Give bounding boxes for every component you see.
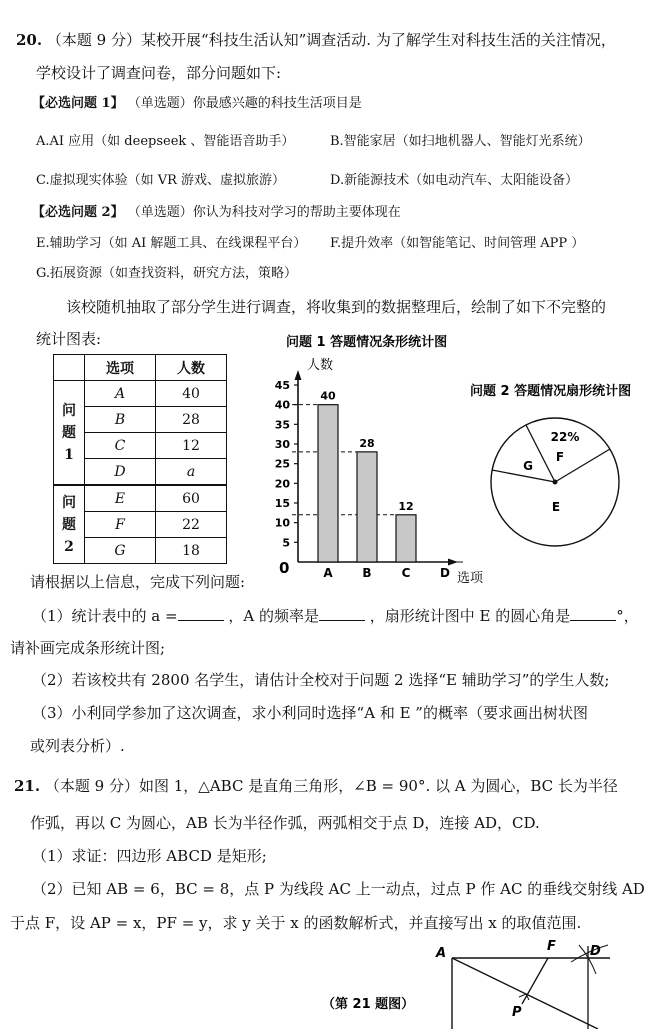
answer-blank-frequency[interactable] [319,606,365,621]
x-tick-label: C [401,566,411,580]
table-cell-option: C [85,433,156,459]
y-tick-label: 40 [274,398,290,412]
pie-slice-f-percent: 22% [550,430,580,444]
table-cell-count: 28 [156,407,227,433]
q20-sub1 [32,606,639,626]
q20-line2: 学校设计了调查问卷，部分问题如下: [36,64,282,82]
y-tick-label: 25 [274,457,290,471]
figure-line-ac [452,958,598,1029]
intro-line1: 该校随机抽取了部分学生进行调查，将收集到的数据整理后，绘制了如下不完整的 [66,298,607,316]
bar-C [396,515,416,562]
group1-label: 问题1 [62,402,76,463]
option-a: A.AI 应用（如 deepseek 、智能语音助手） [36,134,295,149]
bar-chart-title: 问题 1 答题情况条形统计图 [286,335,448,350]
sub1-part-d: °， [616,607,639,625]
q20-sub3: （3）小利同学参加了这次调查，求小利同时选择“A 和 E ”的概率（要求画出树状图 [32,704,588,722]
y-tick-label: 10 [274,516,290,530]
sub1-part-a: （1）统计表中的 a = [32,607,178,625]
x-tick-label: A [323,566,333,580]
problem1-tag: 【必选问题 1】 [32,96,124,111]
table-cell-count: a [156,459,227,486]
option-b: B.智能家居（如扫地机器人、智能灯光系统） [330,134,591,149]
table-cell-count: 22 [156,512,227,538]
y-axis-arrow [295,370,302,380]
after-chart-text: 请根据以上信息，完成下列问题: [30,573,246,591]
problem2-tag: 【必选问题 2】 [32,205,124,220]
sub1-part-b: ，A 的频率是 [228,607,319,625]
x-tick-label: B [362,566,372,580]
y-tick-label: 15 [274,497,290,510]
pie-chart-title: 问题 2 答题情况扇形统计图 [470,384,632,399]
x-tick-label: D [440,566,450,580]
q21-line2: 作弧，再以 C 为圆心，AB 长为半径作弧，两弧相交于点 D，连接 AD，CD. [30,814,540,832]
table-cell-option: G [85,538,156,564]
q20-line1-text: （本题 9 分）某校开展“科技生活认知”调查活动. 为了解学生对科技生活的关注情况， [46,31,616,49]
q21-number: 21. [14,777,41,795]
answer-blank-a[interactable] [178,606,224,621]
option-c: C.虚拟现实体验（如 VR 游戏、虚拟旅游） [36,173,286,188]
q20-sub3-line2: 或列表分析）. [30,737,125,755]
q21-sub1: （1）求证：四边形 ABCD 是矩形; [32,847,267,865]
option-f: F.提升效率（如智能笔记、时间管理 APP ） [330,236,585,251]
table-cell-option: A [85,381,156,407]
bar-value-label: 28 [359,436,375,450]
intro-line2: 统计图表: [36,330,102,348]
q20-number: 20. [16,31,43,49]
bar-chart-ylabel: 人数 [307,358,334,373]
option-g: G.拓展资源（如查找资料，研究方法，策略） [36,266,298,281]
table-header-option: 选项 [85,355,156,381]
y-tick-label: 20 [274,477,290,491]
problem2-text: （单选题）你认为科技对学习的帮助主要体现在 [127,205,401,220]
option-e: E.辅助学习（如 AI 解题工具、在线课程平台） [36,236,307,251]
bar-B [357,452,377,562]
table-header-count: 人数 [156,355,227,381]
figure-label-d: D [590,944,601,959]
figure-caption: （第 21 题图） [322,997,415,1012]
pie-center [553,480,558,485]
pie-slice-g-label: G [523,459,533,473]
pie-slice-f-label: F [555,450,565,464]
table-cell-count: 40 [156,381,227,407]
table-cell-option: F [85,512,156,538]
table-cell-count: 60 [156,485,227,512]
table-cell-count: 18 [156,538,227,564]
group2-label: 问题2 [62,494,76,555]
bar-value-label: 40 [320,389,336,403]
y-tick-label: 45 [274,379,290,392]
problem1-text: （单选题）你最感兴趣的科技生活项目是 [127,96,362,111]
q21-sub2-line2: 于点 F，设 AP = x，PF = y，求 y 关于 x 的函数解析式，并直接写出 x 的取值范围. [10,914,582,932]
figure-label-f: F [547,939,556,954]
table-cell-option: B [85,407,156,433]
y-tick-label: 35 [274,418,290,432]
q21-line1-text: （本题 9 分）如图 1，△ABC 是直角三角形，∠B = 90°. 以 A 为圆心，BC 长为半径 [44,777,618,795]
bar-value-label: 12 [398,499,414,513]
option-d: D.新能源技术（如电动汽车、太阳能设备） [330,173,579,188]
q20-sub1-line2: 请补画完成条形统计图; [10,639,166,657]
figure-label-p: P [512,1005,522,1020]
figure-line-pf [522,958,548,1004]
bar-A [318,405,338,562]
q20-sub2: （2）若该校共有 2800 名学生，请估计全校对于问题 2 选择“E 辅助学习”的学生人数; [32,671,610,689]
figure-label-a: A [436,946,447,961]
sub1-part-c: ，扇形统计图中 E 的圆心角是 [369,607,571,625]
table-cell-count: 12 [156,433,227,459]
y-tick-label: 30 [274,438,290,451]
table-cell-option: E [85,485,156,512]
pie-slice-e-label: E [551,500,561,514]
y-tick-label: 5 [282,536,290,550]
answer-blank-angle[interactable] [570,606,616,621]
bar-chart-xlabel: 选项 [457,571,484,586]
origin-label: 0 [279,559,290,577]
q21-sub2: （2）已知 AB = 6，BC = 8，点 P 为线段 AC 上一动点，过点 P 作 AC 的垂线交射线 AD [32,880,645,898]
q21-line1 [14,776,618,796]
table-cell-option: D [85,459,156,486]
